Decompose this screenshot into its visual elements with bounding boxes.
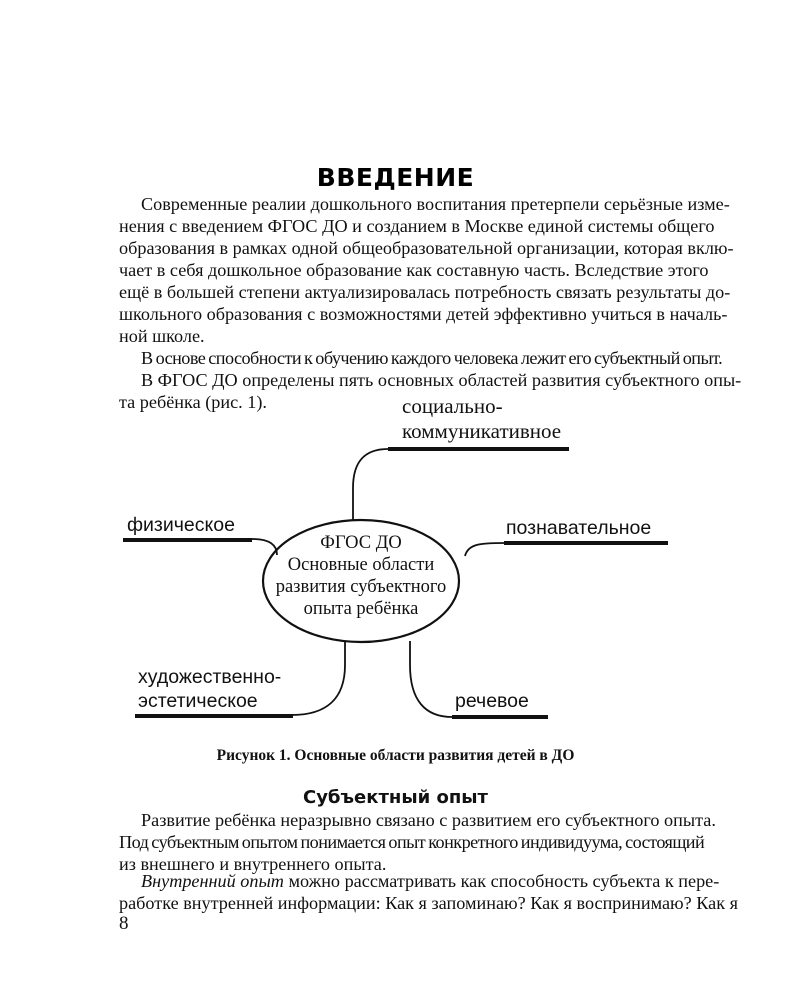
basis-paragraph [119,347,723,369]
connector-artistic [292,641,345,715]
branch-social [402,394,561,444]
center-line: ФГОС ДО [320,533,402,553]
text-line: работке внутренней информации: Как я запоминаю? Как я воспринимаю? Как я [119,893,738,913]
text-line: образования в рамках одной общеобразовательной организации, которая вклю- [119,238,734,258]
text-line: школьного образования с возможностями детей эффективно учиться в началь- [119,304,728,324]
branch-label: речевое [455,690,529,712]
branch-artistic [138,665,281,713]
branch-label: познавательное [506,517,652,539]
page-number: 8 [119,913,129,934]
branch-label: художественно- [138,666,282,688]
center-line: опыта ребёнка [303,599,419,619]
text-line: Под субъектным опытом понимается опыт конкретного индивидуума, состоящий [119,832,705,852]
branch-label: эстетическое [138,690,258,712]
text-line: ной школе. [119,326,205,346]
figure-caption: Рисунок 1. Основные области развития детей в ДО [216,747,575,764]
text-line: Развитие ребёнка неразрывно связано с развитием его субъектного опыта. [141,810,716,830]
mind-map-diagram [0,380,791,730]
branch-label: социально- [402,394,503,418]
italic-term: Внутренний опыт [141,871,284,891]
branch-label: коммуникативное [402,419,562,443]
connector-cognitive [465,543,504,556]
branch-cognitive [506,516,651,540]
text-line: ещё в большей степени актуализировалась потребность связать результаты до- [119,282,731,302]
text-line: нения с введением ФГОС ДО и созданием в Москве единой системы общего [119,216,715,236]
branch-physical [127,513,235,537]
connector-speech [410,641,452,717]
text-line: В основе способности к обучению каждого человека лежит его субъектный опыт. [141,348,723,368]
section-heading: Субъектный опыт [302,787,488,808]
subjective-paragraph [119,809,716,875]
connector-social [353,449,388,521]
center-line: развития субъектного [275,577,447,597]
text-line [119,870,720,892]
branch-speech [455,689,529,713]
center-line: Основные области [287,555,435,575]
text-line: Современные реалии дошкольного воспитания претерпели серьёзные изме- [141,194,730,214]
text-line: та ребёнка (рис. 1). [119,392,267,412]
text-line: из внешнего и внутреннего опыта. [119,854,387,874]
branch-label: физическое [127,514,235,536]
text-line: чает в себя дошкольное образование как составную часть. Вследствие этого [119,260,709,280]
inner-experience-paragraph [119,870,738,914]
page-title: ВВЕДЕНИЕ [316,163,475,192]
text-segment: можно рассматривать как способность субъекта к пере- [283,871,720,891]
center-node-text [263,532,459,620]
intro-paragraph [119,193,734,347]
text-line: В ФГОС ДО определены пять основных областей развития субъектного опы- [141,370,742,390]
